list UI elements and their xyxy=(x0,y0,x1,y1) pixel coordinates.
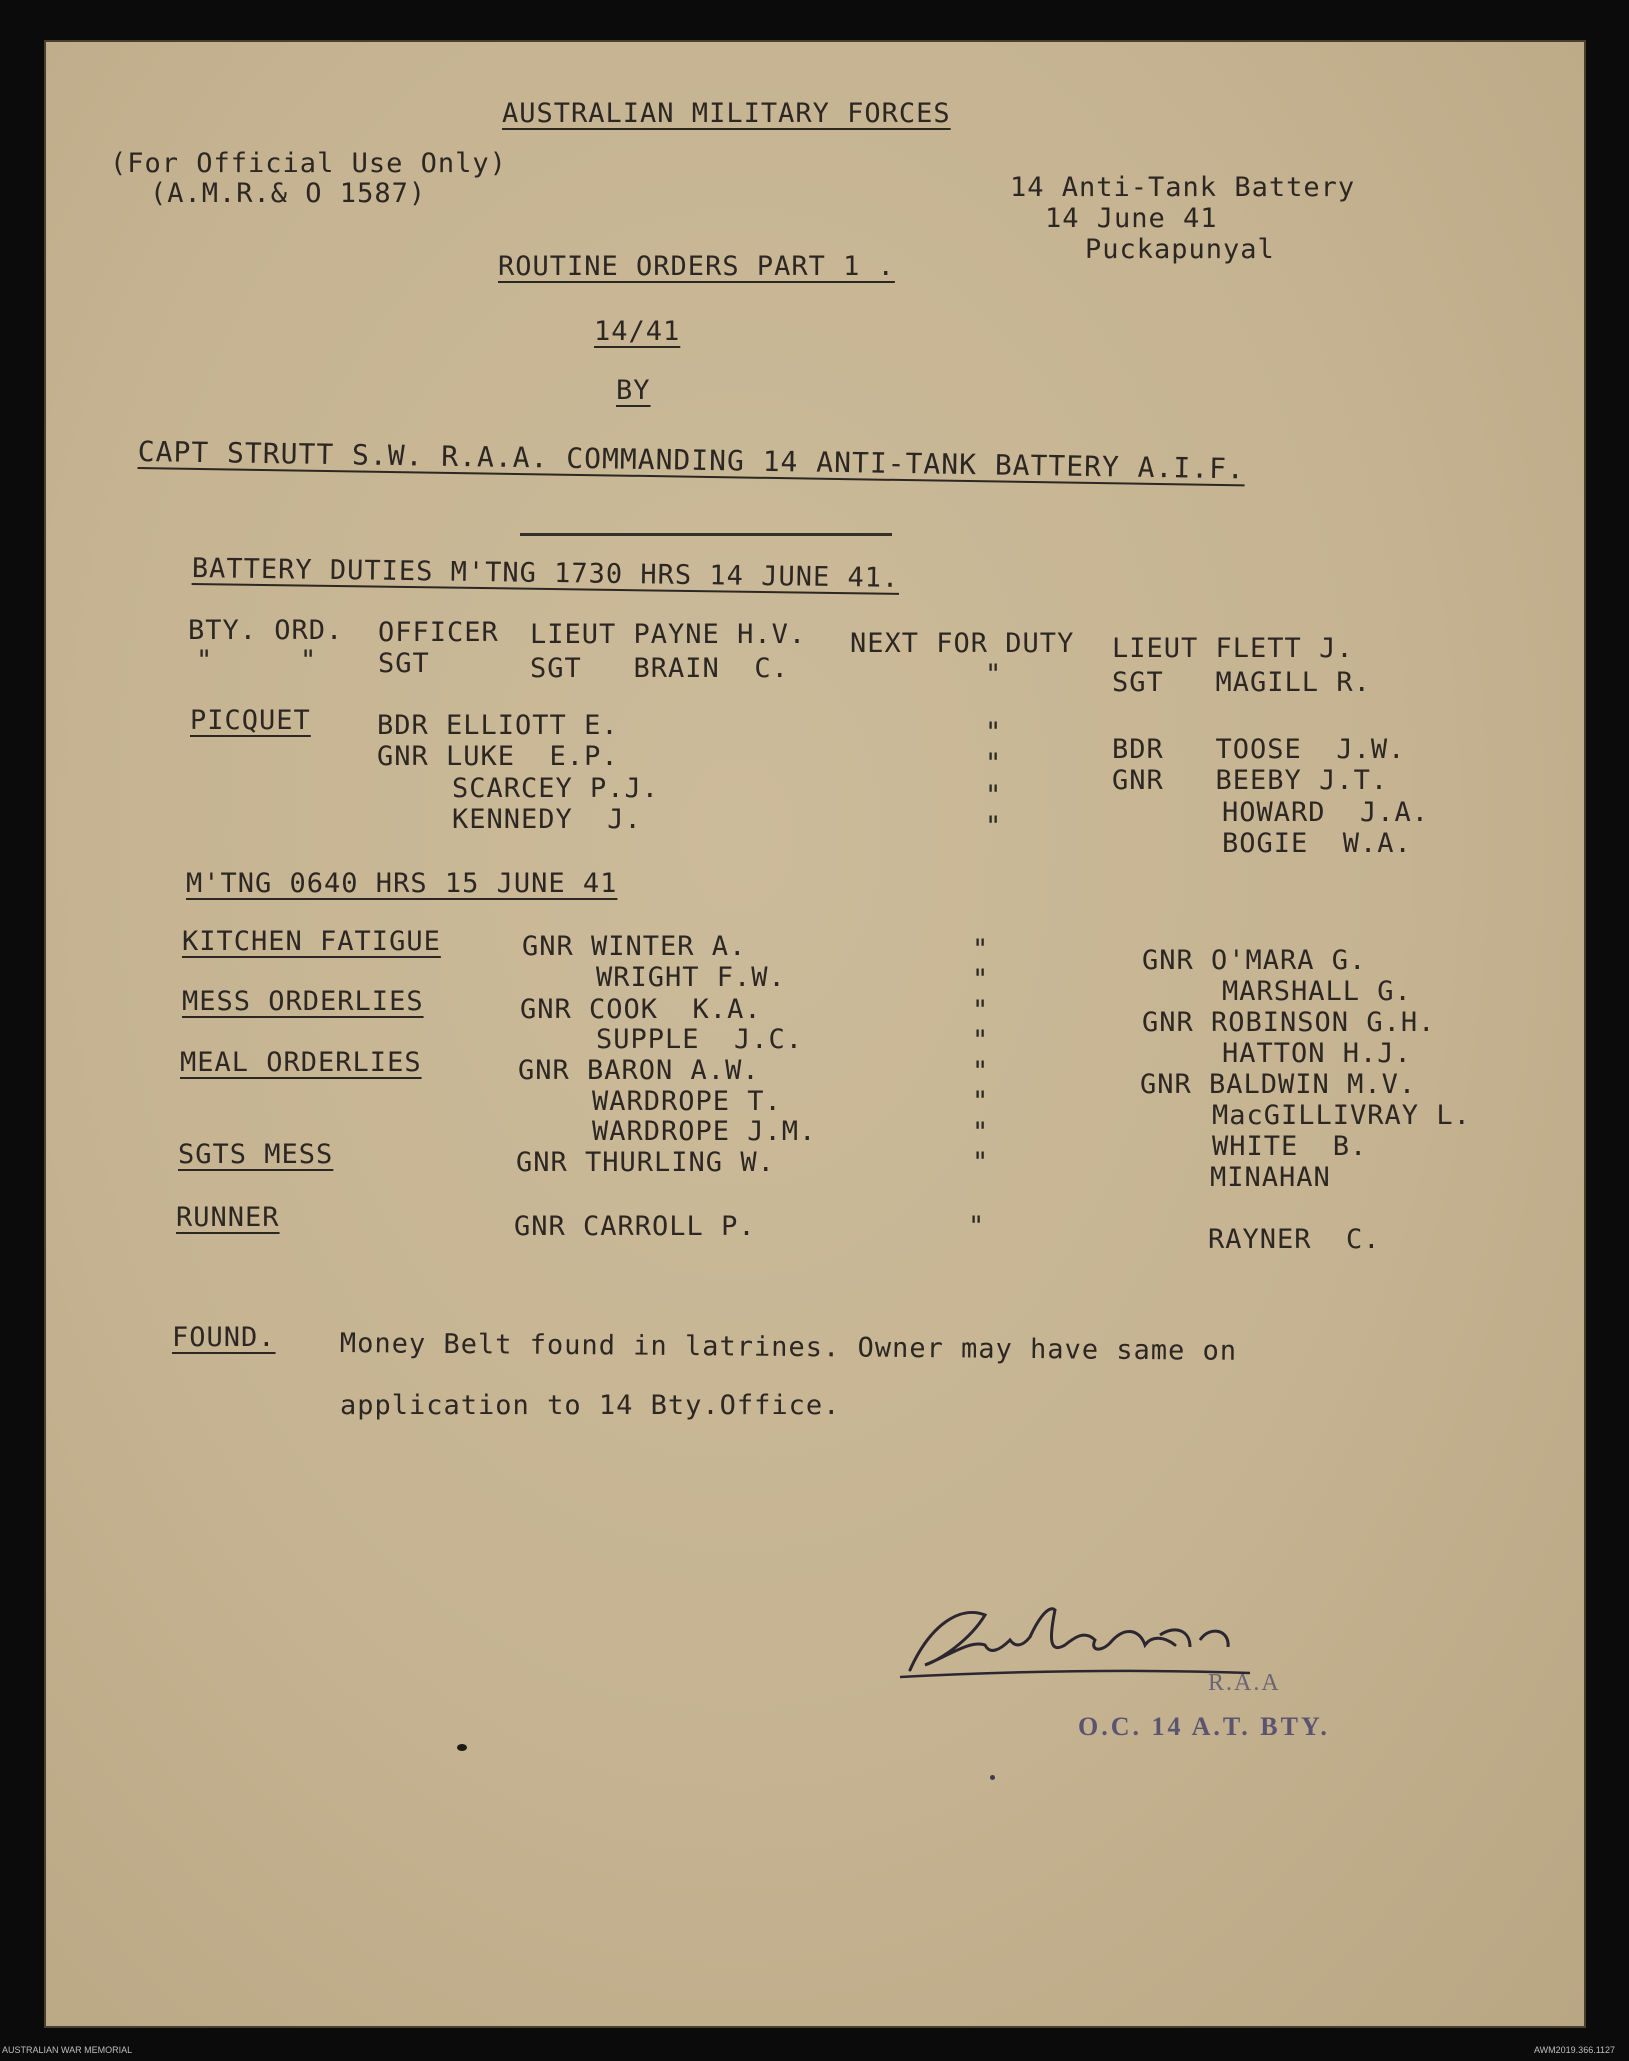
duties2-heading: M'TNG 0640 HRS 15 JUNE 41 xyxy=(186,868,618,899)
picquet-next: BOGIE W.A. xyxy=(1222,828,1412,859)
ink-speck xyxy=(457,1744,467,1751)
found-text-line1: Money Belt found in latrines. Owner may have same on xyxy=(339,1328,1238,1367)
order-number: 14/41 xyxy=(594,316,681,347)
mess-member: SUPPLE J.C. xyxy=(596,1024,804,1055)
meal-member: WARDROPE T. xyxy=(592,1086,782,1117)
ditto-mark: " xyxy=(985,748,1003,779)
stamp-oc: O.C. 14 A.T. BTY. xyxy=(1078,1712,1330,1741)
bty-ord-label: BTY. ORD. xyxy=(188,615,344,646)
next-member: HATTON H.J. xyxy=(1222,1038,1412,1069)
picquet-label: PICQUET xyxy=(190,705,311,736)
next-member: RAYNER C. xyxy=(1208,1224,1381,1255)
ditto-mark: " xyxy=(972,1147,990,1178)
kitchen-member: WRIGHT F.W. xyxy=(596,962,786,993)
picquet-next: HOWARD J.A. xyxy=(1222,797,1430,828)
ditto-mark: " xyxy=(972,1025,990,1056)
duties-heading: BATTERY DUTIES M'TNG 1730 HRS 14 JUNE 41. xyxy=(191,553,900,594)
stamp-raa: R.A.A xyxy=(1208,1670,1281,1696)
by-label: BY xyxy=(616,375,651,406)
picquet-member: SCARCEY P.J. xyxy=(452,773,660,804)
officer-role: OFFICER xyxy=(378,617,499,648)
official-use: (For Official Use Only) xyxy=(110,148,507,179)
header-title: AUSTRALIAN MILITARY FORCES xyxy=(502,98,951,129)
commander-line: CAPT STRUTT S.W. R.A.A. COMMANDING 14 ANTI-TANK BATTERY A.I.F. xyxy=(137,435,1246,486)
meal-label: MEAL ORDERLIES xyxy=(180,1047,422,1078)
unit-name: 14 Anti-Tank Battery xyxy=(1010,172,1356,203)
kitchen-member: GNR WINTER A. xyxy=(522,931,747,962)
picquet-next: GNR BEEBY J.T. xyxy=(1112,765,1389,796)
next-member: MacGILLIVRAY L. xyxy=(1212,1100,1471,1131)
ditto-mark: " xyxy=(972,1086,990,1117)
ditto-mark: " xyxy=(972,1117,990,1148)
ditto-mark: " xyxy=(972,964,990,995)
picquet-member: BDR ELLIOTT E. xyxy=(377,710,619,741)
order-location: Puckapunyal xyxy=(1085,234,1275,265)
next-member: GNR O'MARA G. xyxy=(1142,945,1367,976)
ditto-mark: " xyxy=(985,780,1003,811)
divider-rule xyxy=(520,533,892,536)
picquet-member: GNR LUKE E.P. xyxy=(377,741,619,772)
next-member: GNR ROBINSON G.H. xyxy=(1142,1007,1436,1038)
ditto-mark: " xyxy=(985,717,1003,748)
sgts-member: GNR THURLING W. xyxy=(516,1147,775,1178)
officer-next: LIEUT FLETT J. xyxy=(1112,633,1354,664)
ditto-mark: " xyxy=(972,1056,990,1087)
ditto-mark: " xyxy=(972,934,990,965)
found-text-line2: application to 14 Bty.Office. xyxy=(340,1390,841,1421)
runner-member: GNR CARROLL P. xyxy=(514,1211,756,1242)
officer-name: LIEUT PAYNE H.V. xyxy=(530,619,807,650)
footer-right: AWM2019.366.1127 xyxy=(1534,2045,1616,2055)
sgt-next: SGT MAGILL R. xyxy=(1112,667,1371,698)
meal-member: GNR BARON A.W. xyxy=(518,1055,760,1086)
orders-title: ROUTINE ORDERS PART 1 . xyxy=(498,251,895,282)
next-for-duty-label: NEXT FOR DUTY xyxy=(850,628,1075,659)
meal-member: WARDROPE J.M. xyxy=(592,1116,817,1147)
sgt-name: SGT BRAIN C. xyxy=(530,653,789,684)
runner-label: RUNNER xyxy=(176,1202,280,1233)
found-label: FOUND. xyxy=(172,1322,276,1353)
next-member: MINAHAN xyxy=(1210,1162,1331,1193)
next-member: MARSHALL G. xyxy=(1222,976,1412,1007)
next-member: WHITE B. xyxy=(1212,1131,1368,1162)
kitchen-label: KITCHEN FATIGUE xyxy=(182,926,441,957)
picquet-next: BDR TOOSE J.W. xyxy=(1112,734,1406,765)
footer-left: AUSTRALIAN WAR MEMORIAL xyxy=(2,2045,133,2055)
order-date: 14 June 41 xyxy=(1045,203,1218,234)
ditto-mark: " xyxy=(300,645,318,676)
amr-reference: (A.M.R.& O 1587) xyxy=(150,178,427,209)
ditto-mark: " xyxy=(972,995,990,1026)
ink-speck xyxy=(990,1775,995,1780)
mess-label: MESS ORDERLIES xyxy=(182,986,424,1017)
mess-member: GNR COOK K.A. xyxy=(520,994,762,1025)
sgt-role: SGT xyxy=(378,648,430,679)
ditto-mark: " xyxy=(985,659,1003,690)
ditto-mark: " xyxy=(196,645,214,676)
ditto-mark: " xyxy=(968,1211,986,1242)
next-member: GNR BALDWIN M.V. xyxy=(1140,1069,1417,1100)
picquet-member: KENNEDY J. xyxy=(452,804,642,835)
ditto-mark: " xyxy=(985,811,1003,842)
sgts-label: SGTS MESS xyxy=(178,1139,334,1170)
